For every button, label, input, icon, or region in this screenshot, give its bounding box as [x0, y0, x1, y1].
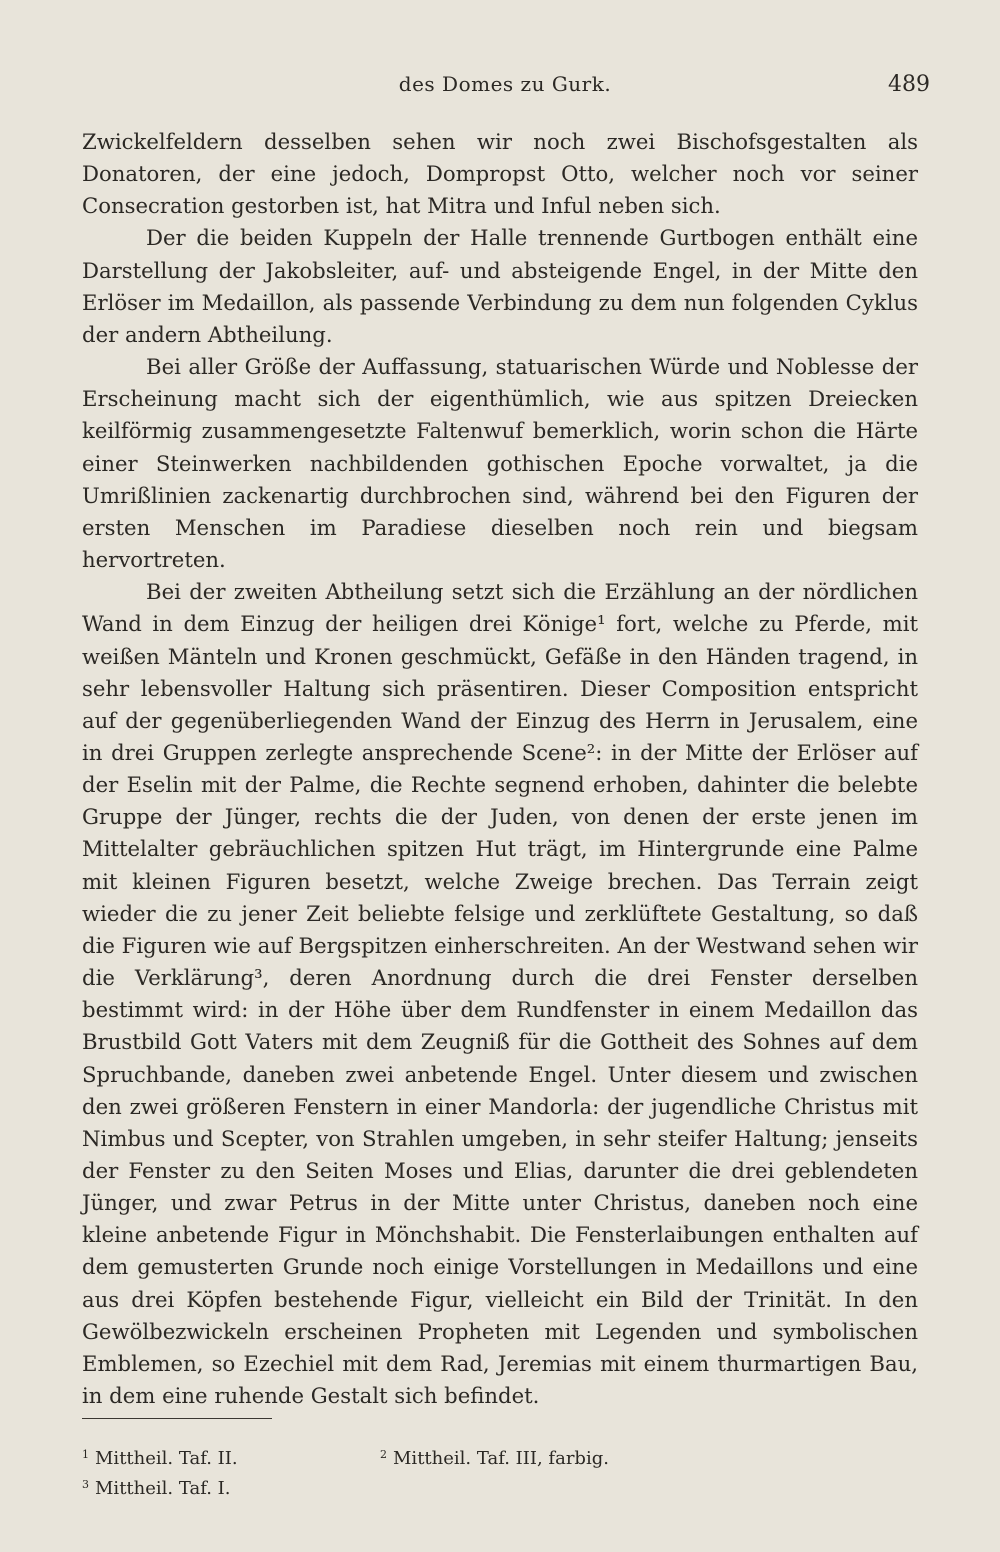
footnote-mark: 2 — [380, 1448, 387, 1461]
footnote-text: Mittheil. Taf. II. — [95, 1448, 238, 1469]
paragraph: Bei der zweiten Abtheilung setzt sich die Erzählung an der nördlichen Wand in dem Einzug der heiligen drei Könige¹ fort, welche zu Pferde, mit weißen Mänteln und Kronen geschmückt, Gefäße in den Händen tragend, in sehr lebensvoller Haltung sich präsentiren. Dieser Composition entspricht auf der gegenüberliegenden Wand der Einzug des Herrn in Jerusalem, eine in drei Gruppen zerlegte ansprechende Scene²: in der Mitte der Erlöser auf der Eselin mit der Palme, die Rechte segnend erhoben, dahinter die belebte Gruppe der Jünger, rechts die der Juden, von denen der erste jenen im Mittelalter gebräuchlichen spitzen Hut trägt, im Hintergrunde eine Palme mit kleinen Figuren besetzt, welche Zweige brechen. Das Terrain zeigt wieder die zu jener Zeit beliebte felsige und zerklüftete Gestaltung, so daß die Figuren wie auf Bergspitzen einherschreiten. An der Westwand sehen wir die Verklärung³, deren Anordnung durch die drei Fenster derselben bestimmt wird: in der Höhe über dem Rundfenster in einem Medaillon das Brustbild Gott Vaters mit dem Zeugniß für die Gottheit des Sohnes auf dem Spruchbande, daneben zwei anbetende Engel. Unter diesem und zwischen den zwei größeren Fenstern in einer Mandorla: der jugendliche Christus mit Nimbus und Scepter, von Strahlen umgeben, in sehr steifer Haltung; jenseits der Fenster zu den Seiten Moses und Elias, darunter die drei geblendeten Jünger, und zwar Petrus in der Mitte unter Christus, daneben noch eine kleine anbetende Figur in Mönchshabit. Die Fensterlaibungen enthalten auf dem gemusterten Grunde noch einige Vorstellungen in Medaillons und eine aus drei Köpfen bestehende Figur, vielleicht ein Bild der Trinität. In den Gewölbezwickeln erscheinen Propheten mit Legenden und symbolischen Emblemen, so Ezechiel mit dem Rad, Jeremias mit einem thurmartigen Bau, in dem eine ruhende Gestalt sich befindet. — [82, 579, 918, 1409]
footnote — [380, 1440, 609, 1474]
paragraph: Zwickelfeldern desselben sehen wir noch zwei Bischofsgestalten als Donatoren, der eine jedoch, Dompropst Otto, welcher noch vor seiner Consecration gestorben ist, hat Mitra und Inful neben sich. — [82, 129, 918, 219]
page-header — [80, 72, 930, 104]
footnotes — [82, 1440, 782, 1500]
footnote-text: Mittheil. Taf. III, farbig. — [393, 1448, 609, 1469]
paragraph: Bei aller Größe der Auffassung, statuarischen Würde und Noblesse der Erscheinung macht sich der eigenthümlich, wie aus spitzen Dreiecken keilförmig zusammengesetzte Faltenwuf bemerklich, worin schon die Härte einer Steinwerken nachbildenden gothischen Epoche vorwaltet, ja die Umrißlinien zackenartig durchbrochen sind, während bei den Figuren der ersten Menschen im Paradiese dieselben noch rein und biegsam hervortreten. — [82, 354, 918, 573]
footnote-mark: 1 — [82, 1448, 89, 1461]
footnote-divider — [82, 1418, 272, 1419]
page-number: 489 — [888, 72, 930, 97]
running-title: des Domes zu Gurk. — [398, 72, 612, 96]
footnote — [82, 1470, 231, 1504]
paragraph: Der die beiden Kuppeln der Halle trennende Gurtbogen enthält eine Darstellung der Jakobsleiter, auf- und absteigende Engel, in der Mitte den Erlöser im Medaillon, als passende Verbindung zu dem nun folgenden Cyklus der andern Abtheilung. — [82, 225, 918, 347]
footnote — [82, 1440, 238, 1474]
body-text — [82, 126, 918, 1412]
footnote-mark: 3 — [82, 1478, 89, 1491]
footnote-text: Mittheil. Taf. I. — [95, 1478, 231, 1499]
